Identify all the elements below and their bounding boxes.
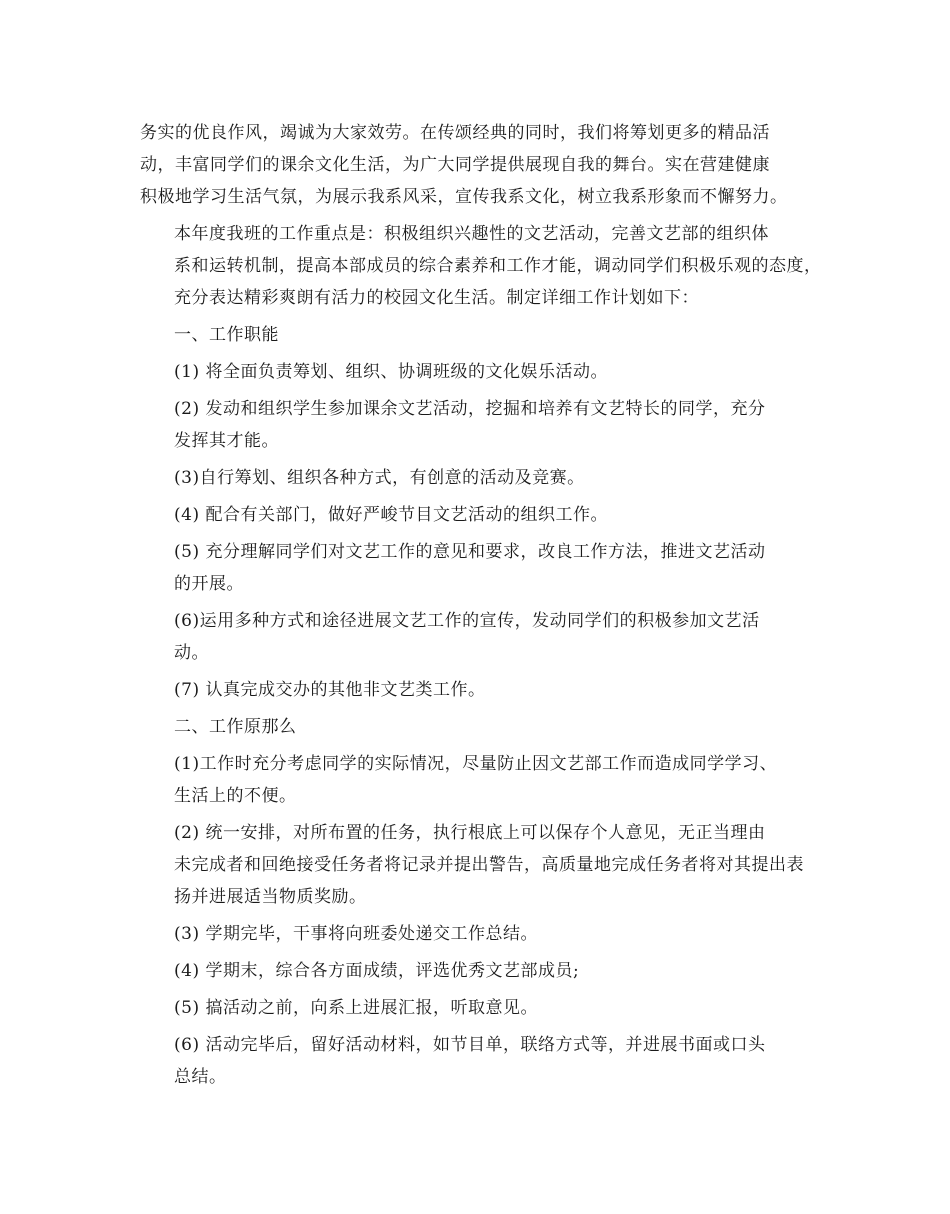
paragraph bbox=[140, 955, 830, 987]
paragraph bbox=[140, 218, 830, 314]
paragraph bbox=[140, 674, 830, 706]
paragraph bbox=[140, 393, 830, 457]
paragraph bbox=[140, 992, 830, 1024]
paragraph bbox=[140, 536, 830, 600]
paragraph bbox=[140, 462, 830, 494]
paragraph-line: 二、工作原那么 bbox=[174, 717, 297, 737]
paragraph bbox=[140, 918, 830, 950]
paragraph bbox=[140, 605, 830, 669]
paragraph-line: (3)自行筹划、组织各种方式，有创意的活动及竞赛。 bbox=[174, 468, 585, 488]
paragraph-line: (4) 配合有关部门，做好严峻节目文艺活动的组织工作。 bbox=[174, 505, 608, 525]
paragraph bbox=[140, 748, 830, 812]
paragraph-line: (5) 充分理解同学们对文艺工作的意见和要求，改良工作方法，推进文艺活动 bbox=[174, 542, 766, 562]
paragraph-line: (1)工作时充分考虑同学的实际情况，尽量防止因文艺部工作而造成同学学习、 bbox=[174, 754, 778, 774]
paragraph bbox=[140, 356, 830, 388]
paragraph bbox=[140, 117, 830, 213]
paragraph-line: (6) 活动完毕后，留好活动材料，如节目单，联络方式等，并进展书面或口头 bbox=[174, 1035, 766, 1055]
paragraph-line: (6)运用多种方式和途径进展文艺工作的宣传，发动同学们的积极参加文艺活 bbox=[174, 611, 760, 631]
paragraph-line: 务实的优良作风，竭诚为大家效劳。在传颂经典的同时，我们将筹划更多的精品活 bbox=[140, 123, 770, 143]
paragraph-line: (4) 学期末，综合各方面成绩，评选优秀文艺部成员; bbox=[174, 961, 580, 981]
paragraph bbox=[140, 1029, 830, 1093]
paragraph-line: 充分表达精彩爽朗有活力的校园文化生活。制定详细工作计划如下： bbox=[174, 288, 699, 308]
paragraph bbox=[140, 499, 830, 531]
paragraph-line: 生活上的不便。 bbox=[174, 786, 297, 806]
paragraph-line: (3) 学期完毕，干事将向班委处递交工作总结。 bbox=[174, 924, 538, 944]
paragraph-line: (5) 搞活动之前，向系上进展汇报，听取意见。 bbox=[174, 998, 538, 1018]
paragraph-line: 发挥其才能。 bbox=[174, 431, 279, 451]
paragraph-line: (1) 将全面负责筹划、组织、协调班级的文化娱乐活动。 bbox=[174, 362, 608, 382]
paragraph-line: 积极地学习生活气氛，为展示我系风采，宣传我系文化，树立我系形象而不懈努力。 bbox=[140, 187, 788, 207]
paragraph bbox=[140, 319, 830, 351]
paragraph-line: 未完成者和回绝接受任务者将记录并提出警告，高质量地完成任务者将对其提出表 bbox=[174, 855, 804, 875]
paragraph-line: 的开展。 bbox=[174, 574, 244, 594]
paragraph-line: 一、工作职能 bbox=[174, 325, 279, 345]
paragraph-line: 扬并进展适当物质奖励。 bbox=[174, 887, 367, 907]
paragraph-line: 动。 bbox=[174, 643, 209, 663]
paragraph-line: 总结。 bbox=[174, 1067, 227, 1087]
paragraph-line: (2) 发动和组织学生参加课余文艺活动，挖掘和培养有文艺特长的同学，充分 bbox=[174, 399, 766, 419]
paragraph-line: (2) 统一安排，对所布置的任务，执行根底上可以保存个人意见，无正当理由 bbox=[174, 823, 766, 843]
paragraph-line: (7) 认真完成交办的其他非文艺类工作。 bbox=[174, 680, 486, 700]
paragraph-line: 本年度我班的工作重点是：积极组织兴趣性的文艺活动，完善文艺部的组织体 bbox=[174, 224, 769, 244]
paragraph-line: 系和运转机制，提高本部成员的综合素养和工作才能，调动同学们积极乐观的态度， bbox=[174, 256, 822, 276]
paragraph bbox=[140, 817, 830, 913]
paragraph bbox=[140, 711, 830, 743]
paragraph-line: 动，丰富同学们的课余文化生活，为广大同学提供展现自我的舞台。实在营建健康 bbox=[140, 155, 770, 175]
document-body bbox=[140, 117, 830, 1098]
